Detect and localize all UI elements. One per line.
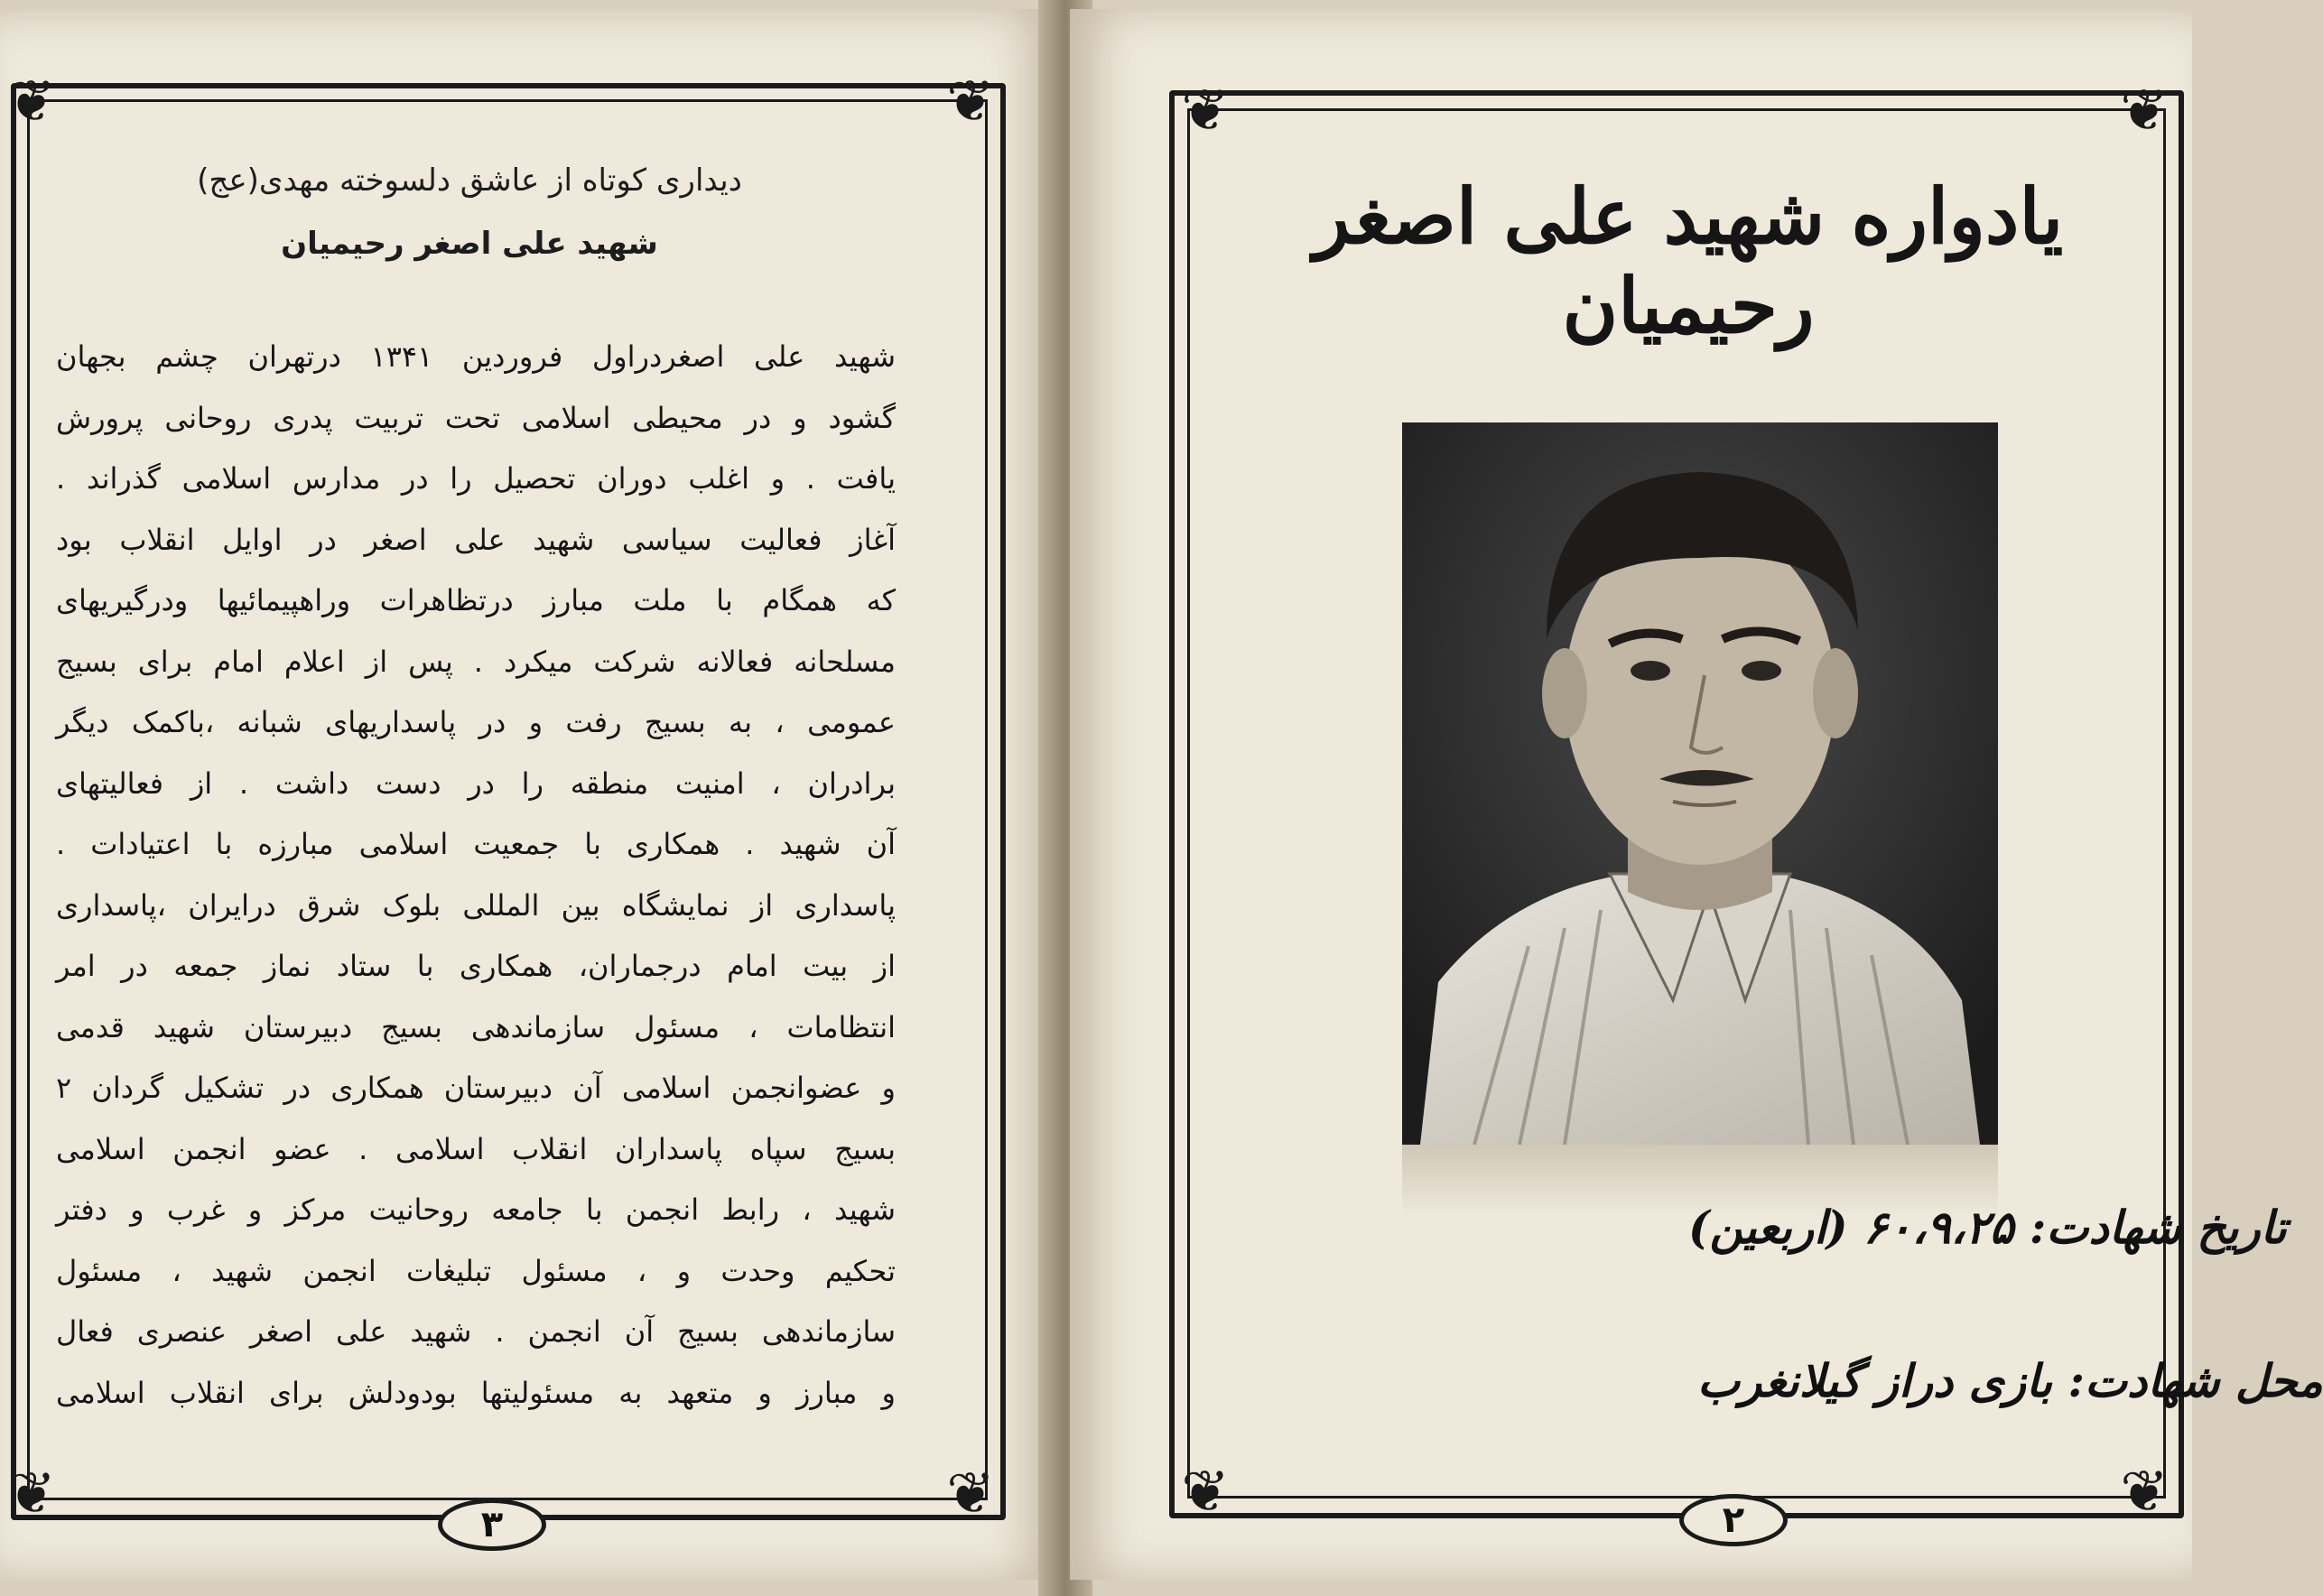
biography-line: مسلحانه فعالانه شرکت میکرد . پس از اعلام امام برای بسیج [56,644,896,679]
biography-line: گشود و در محیطی اسلامی تحت تربیت پدری روحانی پرورش [56,400,896,435]
biography-line: آغاز فعالیت سیاسی شهید علی اصغر در اوایل انقلاب بود [56,522,896,557]
biography-line: آن شهید . همکاری با جمعیت اسلامی مبارزه با اعتیادات . [56,827,896,861]
martyrdom-date: تاریخ شهادت: ۶۰،۹،۲۵ (اربعین) [1688,1201,2287,1254]
portrait-photo [1402,422,1998,1145]
memorial-title: یادواره شهید علی اصغر رحیمیان [1313,172,2064,350]
ornament-corner-icon: ❦ [946,1461,995,1527]
biography-line: تحکیم وحدت و ، مسئول تبلیغات انجمن شهید ، مسئول [56,1253,896,1288]
ornament-corner-icon: ❦ [2120,1459,2169,1526]
biography-line: شهید ، رابط انجمن با جامعه روحانیت مرکز و غرب و دفتر [56,1192,896,1227]
ornament-corner-icon: ❦ [1181,1459,1230,1526]
portrait-image [1402,422,1998,1145]
martyrdom-place: محل شهادت: بازی دراز گیلانغرب [1697,1354,2323,1407]
biography-line: بسیج سپاه پاسداران انقلاب اسلامی . عضو انجمن اسلامی [56,1131,896,1166]
right-page-number: ۲ [1679,1494,1788,1546]
left-page-number: ۳ [438,1499,546,1551]
ornament-corner-icon: ❦ [7,1461,56,1527]
ornament-corner-icon: ❦ [2120,78,2169,144]
biography-text [56,327,896,1424]
biography-line: شهید علی اصغردراول فروردین ۱۳۴۱ درتهران چشم بجهان [56,339,897,374]
biography-line: که همگام با ملت مبارز درتظاهرات وراهپیمائیها ودرگیریهای [56,583,896,617]
biography-line: و عضوانجمن اسلامی آن دبیرستان همکاری در تشکیل گردان ۲ [56,1071,896,1105]
biography-line: عمومی ، به بسیج رفت و در پاسداریهای شبانه ،باکمک دیگر [56,705,896,739]
biography-line: یافت . و اغلب دوران تحصیل را در مدارس اسلامی گذراند . [56,461,896,496]
ornament-corner-icon: ❦ [7,69,56,135]
biography-line: پاسداری از نمایشگاه بین المللی بلوک شرق درایران ،پاسداری [56,887,896,923]
left-heading-name: شهید علی اصغر رحیمیان [281,226,658,262]
biography-line: برادران ، امنیت منطقه را در دست داشت . از فعالیتهای [56,766,896,801]
biography-line: از بیت امام درجماران، همکاری با ستاد نماز جمعه در امر [56,949,896,983]
ornament-corner-icon: ❦ [1181,78,1230,144]
biography-line: انتظامات ، مسئول سازماندهی بسیج دبیرستان شهید قدمی [56,1009,896,1044]
left-heading-subtitle: دیداری کوتاه از عاشق دلسوخته مهدی(عج) [197,162,742,199]
biography-line: و مبارز و متعهد به مسئولیتها بودودلش برای انقلاب اسلامی [56,1375,896,1410]
ornament-corner-icon: ❦ [946,69,995,135]
biography-line: سازماندهی بسیج آن انجمن . شهید علی اصغر عنصری فعال [56,1314,896,1349]
